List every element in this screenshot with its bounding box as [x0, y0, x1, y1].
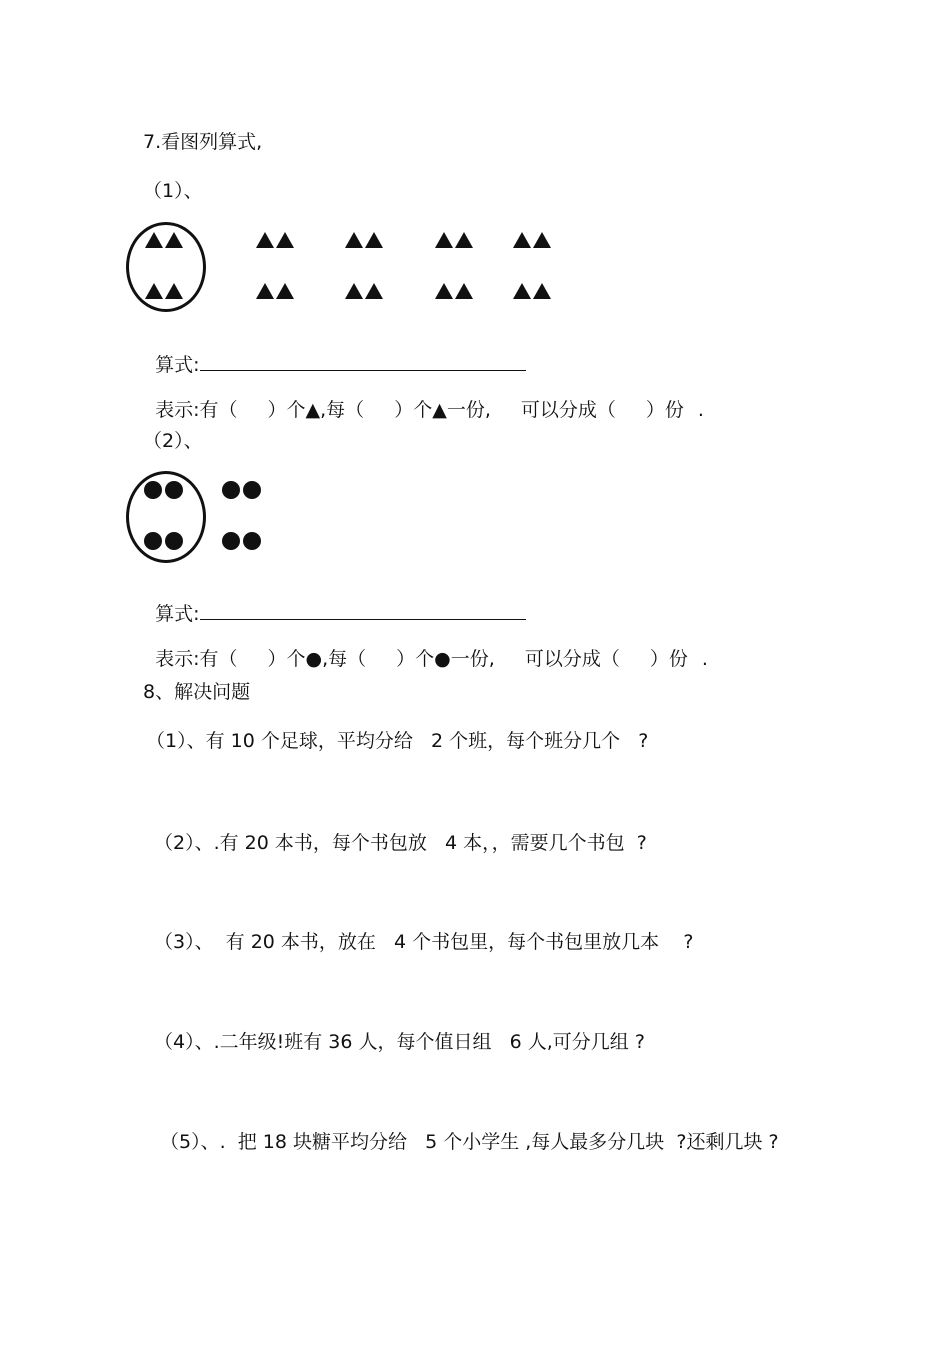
triangle-icon — [345, 232, 385, 248]
triangle-icon — [513, 283, 553, 299]
dot-icon — [144, 481, 186, 499]
dot-icon: ● — [434, 648, 451, 670]
triangle-icon — [145, 232, 185, 248]
q8-problem-4: （4）、.二年级!班有 36 人，每个值日组 6 人,可分几组 ? — [154, 1031, 645, 1053]
q7-part1-statement: 表示:有（ ）个▲,每（ ）个▲一份, 可以分成（ ）份 . — [155, 399, 704, 421]
formula-answer-blank[interactable] — [200, 601, 526, 620]
q7-part1-formula — [143, 333, 526, 375]
q7-part2-formula — [143, 582, 526, 624]
q8-problem-1: （1）、有 10 个足球，平均分给 2 个班，每个班分几个 ? — [146, 730, 649, 752]
triangle-icon: ▲ — [305, 399, 321, 421]
q8-problem-2: （2）、.有 20 本书，每个书包放 4 本，，需要几个书包 ? — [154, 832, 647, 854]
triangle-icon — [256, 283, 296, 299]
formula-answer-blank[interactable] — [200, 352, 526, 371]
triangle-icon: ▲ — [432, 399, 447, 421]
triangle-icon — [513, 232, 553, 248]
triangle-icon — [435, 232, 475, 248]
q7-part2-statement: 表示:有（ ）个●,每（ ）个●一份, 可以分成（ ）份 . — [155, 648, 708, 670]
dot-icon: ● — [305, 648, 323, 670]
triangle-icon — [345, 283, 385, 299]
q8-problem-5: （5）、. 把 18 块糖平均分给 5 个小学生 ,每人最多分几块 ?还剩几块 ? — [160, 1131, 779, 1153]
dot-icon — [144, 532, 186, 550]
triangle-icon — [145, 283, 185, 299]
q8-problem-3: （3）、 有 20 本书，放在 4 个书包里，每个书包里放几本 ? — [154, 931, 694, 953]
formula-label: 算式: — [155, 603, 200, 625]
dot-icon — [222, 481, 264, 499]
formula-label: 算式: — [155, 354, 200, 376]
triangle-icon — [435, 283, 475, 299]
q7-part1-label: （1）、 — [143, 180, 203, 202]
q8-title: 8、解决问题 — [143, 681, 251, 703]
triangle-icon — [256, 232, 296, 248]
q7-part2-label: （2）、 — [143, 430, 203, 452]
q7-title: 7.看图列算式, — [143, 131, 263, 153]
dot-icon — [222, 532, 264, 550]
